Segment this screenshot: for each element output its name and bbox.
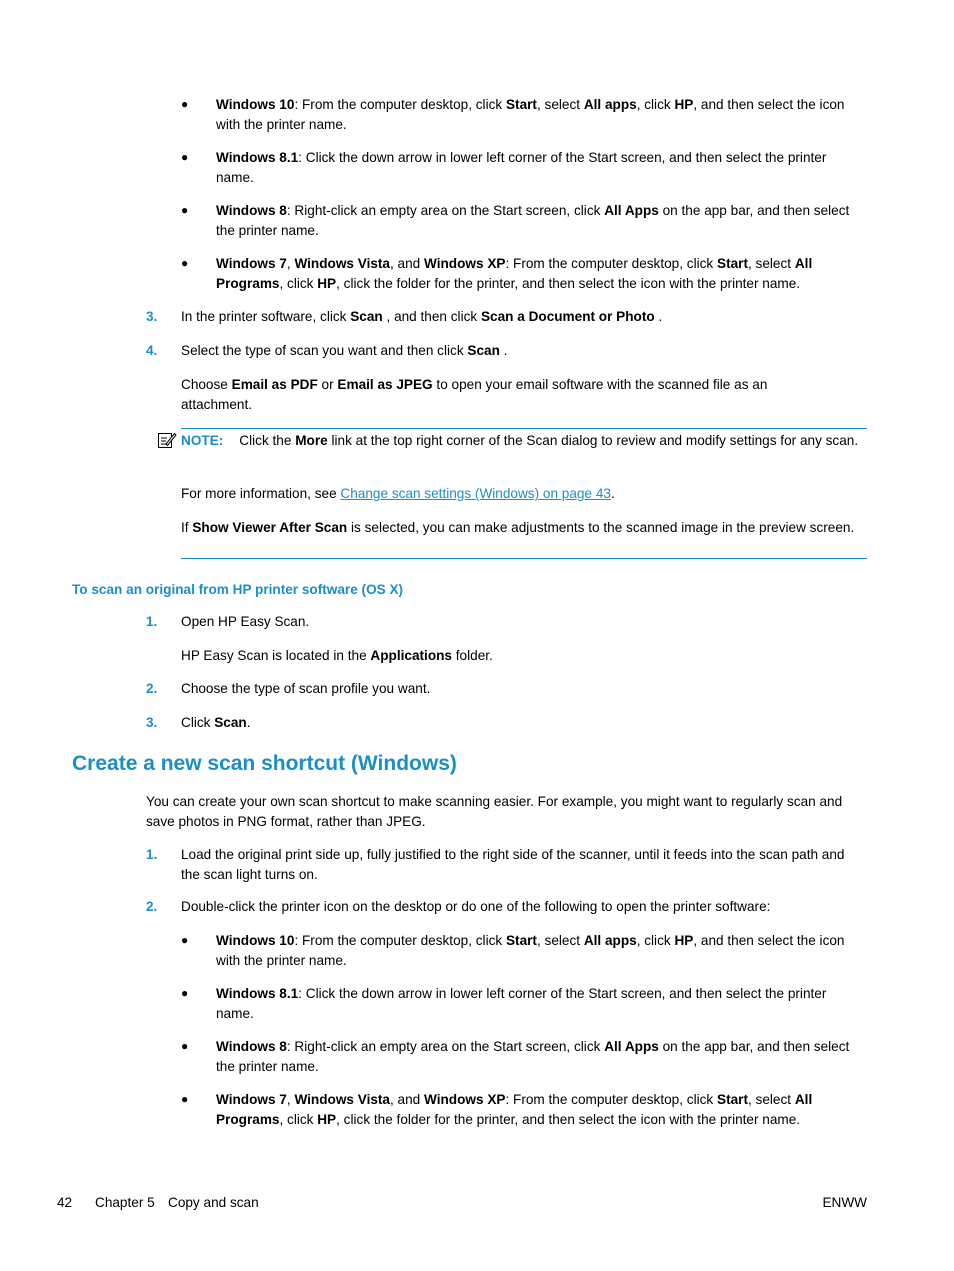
list-item: Windows 8: Right-click an empty area on the Start screen, click All Apps on the app bar, and then select the printer name.	[216, 1039, 850, 1074]
more-info-prefix: For more information, see	[181, 486, 341, 501]
list-item: Windows 8.1: Click the down arrow in lower left corner of the Start screen, and then select the printer name.	[216, 986, 827, 1021]
list-item: Windows 8.1: Click the down arrow in lower left corner of the Start screen, and then select the printer name.	[216, 150, 827, 185]
step-text: Open HP Easy Scan.	[181, 614, 310, 629]
page-number: 42	[57, 1195, 73, 1210]
section-intro: You can create your own scan shortcut to make scanning easier. For example, you might want to regularly scan and save photos in PNG format, rather than JPEG.	[146, 794, 843, 829]
step-number: 1.	[146, 614, 158, 629]
step-text: Double-click the printer icon on the desktop or do one of the following to open the printer software:	[181, 899, 771, 914]
bullet-glyph: ●	[181, 203, 189, 217]
section-heading: Create a new scan shortcut (Windows)	[72, 752, 457, 775]
step-text: Load the original print side up, fully justified to the right side of the scanner, until it feeds into the scan path and the scan light turns on.	[181, 847, 845, 882]
list-item: Windows 7, Windows Vista, and Windows XP: From the computer desktop, click Start, select All Programs, click HP, click the folder for the printer, and then select the icon with the printer name.	[216, 256, 813, 291]
list-item: Windows 8: Right-click an empty area on the Start screen, click All Apps on the app bar, and then select the printer name.	[216, 203, 850, 238]
more-info-suffix: .	[610, 486, 615, 501]
list-item: Windows 7, Windows Vista, and Windows XP: From the computer desktop, click Start, select All Programs, click HP, click the folder for the printer, and then select the icon with the printer name.	[216, 1092, 813, 1127]
list-item: Windows 10: From the computer desktop, click Start, select All apps, click HP, and then select the icon with the printer name.	[216, 933, 845, 968]
step-number: 3.	[146, 715, 158, 730]
step-detail: Choose Email as PDF or Email as JPEG to open your email software with the scanned file as an attachment.	[181, 377, 768, 412]
note-bottom-rule	[181, 558, 867, 559]
step-number: 2.	[146, 681, 158, 696]
step-number: 4.	[146, 343, 158, 358]
step-number: 1.	[146, 847, 158, 862]
footer-chapter-title: Copy and scan	[168, 1195, 259, 1210]
bullet-glyph: ●	[181, 933, 189, 947]
step-number: 3.	[146, 309, 158, 324]
bullet-glyph: ●	[181, 986, 189, 1000]
note-body: Click the More link at the top right corner of the Scan dialog to review and modify settings for any scan.	[239, 433, 859, 448]
step-text: Click Scan.	[181, 715, 251, 730]
bullet-glyph: ●	[181, 1092, 189, 1106]
bullet-glyph: ●	[181, 1039, 189, 1053]
note-top-rule	[181, 428, 867, 429]
list-item: Windows 10: From the computer desktop, click Start, select All apps, click HP, and then select the icon with the printer name.	[216, 97, 845, 132]
footer-enww: ENWW	[822, 1195, 867, 1210]
bullet-glyph: ●	[181, 150, 189, 164]
note-text	[181, 431, 867, 451]
note-more-info	[181, 484, 867, 504]
osx-heading: To scan an original from HP printer software (OS X)	[72, 582, 404, 597]
change-scan-settings-link[interactable]: Change scan settings (Windows) on page 43	[340, 486, 611, 501]
step-text: In the printer software, click Scan , and then click Scan a Document or Photo .	[181, 309, 663, 324]
step-text: Select the type of scan you want and then click Scan .	[181, 343, 508, 358]
bullet-glyph: ●	[181, 97, 189, 111]
step-text: Choose the type of scan profile you want.	[181, 681, 431, 696]
step-detail: HP Easy Scan is located in the Applications folder.	[181, 648, 493, 663]
bullet-glyph: ●	[181, 256, 189, 270]
note-label: NOTE:	[181, 433, 224, 448]
footer-chapter: Chapter 5	[95, 1195, 155, 1210]
note-icon	[157, 431, 177, 449]
step-number: 2.	[146, 899, 158, 914]
note-viewer: If Show Viewer After Scan is selected, you can make adjustments to the scanned image in the preview screen.	[181, 520, 855, 535]
